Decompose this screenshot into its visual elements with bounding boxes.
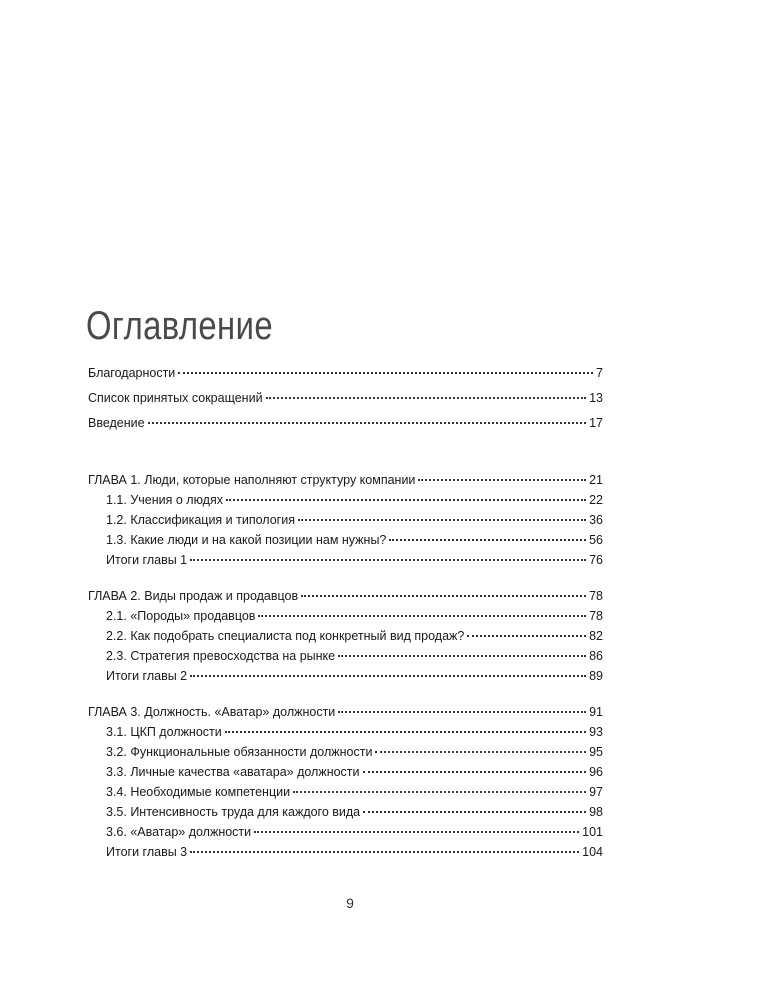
dot-leader bbox=[338, 655, 586, 657]
toc-entry-page: 78 bbox=[589, 589, 603, 603]
toc-entry[interactable] bbox=[88, 386, 603, 411]
toc-entry[interactable] bbox=[88, 550, 603, 570]
toc-entry-label: ГЛАВА 3. Должность. «Аватар» должности bbox=[88, 705, 336, 719]
toc-entry-label: Список принятых сокращений bbox=[88, 391, 263, 405]
toc-entry-label: Введение bbox=[88, 416, 145, 430]
dot-leader bbox=[148, 422, 586, 424]
toc-entry-page: 17 bbox=[589, 416, 603, 430]
dot-leader bbox=[389, 539, 586, 541]
toc-entry[interactable] bbox=[88, 782, 603, 802]
toc-entry-page: 97 bbox=[589, 785, 603, 799]
toc-entry[interactable] bbox=[88, 802, 603, 822]
toc-entry-label: Итоги главы 1 bbox=[106, 553, 188, 567]
dot-leader bbox=[293, 791, 586, 793]
toc-entry-label: 3.2. Функциональные обязанности должности bbox=[106, 745, 373, 759]
toc-entry[interactable] bbox=[88, 762, 603, 782]
dot-leader bbox=[363, 811, 586, 813]
toc-entry-label: Итоги главы 3 bbox=[106, 845, 188, 859]
toc-entry-label: 3.4. Необходимые компетенции bbox=[106, 785, 291, 799]
toc-entry-page: 95 bbox=[589, 745, 603, 759]
toc-entry-label: 3.1. ЦКП должности bbox=[106, 725, 222, 739]
toc-entry[interactable] bbox=[88, 490, 603, 510]
toc-entry[interactable] bbox=[88, 702, 603, 722]
chapter-group bbox=[88, 470, 603, 570]
dot-leader bbox=[190, 559, 586, 561]
toc-entry[interactable] bbox=[88, 510, 603, 530]
dot-leader bbox=[266, 397, 587, 399]
dot-leader bbox=[254, 831, 579, 833]
dot-leader bbox=[298, 519, 586, 521]
toc-entry-page: 86 bbox=[589, 649, 603, 663]
chapter-group bbox=[88, 702, 603, 862]
dot-leader bbox=[418, 479, 586, 481]
dot-leader bbox=[190, 851, 579, 853]
toc-entry-page: 36 bbox=[589, 513, 603, 527]
toc-entry-label: ГЛАВА 2. Виды продаж и продавцов bbox=[88, 589, 299, 603]
dot-leader bbox=[467, 635, 586, 637]
toc-entry-label: 1.2. Классификация и типология bbox=[106, 513, 295, 527]
toc-entry[interactable] bbox=[88, 626, 603, 646]
toc-entry-label: 3.5. Интенсивность труда для каждого вида bbox=[106, 805, 361, 819]
toc-entry[interactable] bbox=[88, 411, 603, 436]
dot-leader bbox=[190, 675, 586, 677]
dot-leader bbox=[301, 595, 586, 597]
chapter-group bbox=[88, 586, 603, 686]
toc-entry[interactable] bbox=[88, 842, 603, 862]
toc-entry-page: 7 bbox=[596, 366, 603, 380]
toc-entry-page: 91 bbox=[589, 705, 603, 719]
toc-entry[interactable] bbox=[88, 586, 603, 606]
toc-entry-page: 13 bbox=[589, 391, 603, 405]
toc-entry-label: 2.2. Как подобрать специалиста под конкретный вид продаж? bbox=[106, 629, 465, 643]
toc-entry[interactable] bbox=[88, 606, 603, 626]
front-matter bbox=[88, 361, 603, 436]
table-of-contents bbox=[88, 361, 603, 862]
toc-entry[interactable] bbox=[88, 742, 603, 762]
toc-entry-page: 89 bbox=[589, 669, 603, 683]
page-number: 9 bbox=[346, 895, 354, 911]
toc-entry-label: Благодарности bbox=[88, 366, 176, 380]
toc-entry[interactable] bbox=[88, 361, 603, 386]
toc-entry[interactable] bbox=[88, 722, 603, 742]
toc-entry[interactable] bbox=[88, 822, 603, 842]
toc-entry-page: 98 bbox=[589, 805, 603, 819]
toc-entry-label: 3.3. Личные качества «аватара» должности bbox=[106, 765, 360, 779]
toc-entry-label: 2.3. Стратегия превосходства на рынке bbox=[106, 649, 336, 663]
toc-entry-page: 104 bbox=[582, 845, 603, 859]
toc-entry[interactable] bbox=[88, 666, 603, 686]
toc-entry-page: 76 bbox=[589, 553, 603, 567]
toc-entry[interactable] bbox=[88, 646, 603, 666]
toc-entry-label: 3.6. «Аватар» должности bbox=[106, 825, 252, 839]
toc-entry-label: 1.1. Учения о людях bbox=[106, 493, 223, 507]
dot-leader bbox=[226, 499, 586, 501]
toc-entry-page: 78 bbox=[589, 609, 603, 623]
toc-entry-page: 21 bbox=[589, 473, 603, 487]
toc-entry-label: Итоги главы 2 bbox=[106, 669, 188, 683]
toc-entry-page: 96 bbox=[589, 765, 603, 779]
page-title: Оглавление bbox=[86, 304, 273, 348]
toc-entry[interactable] bbox=[88, 470, 603, 490]
toc-entry-page: 82 bbox=[589, 629, 603, 643]
dot-leader bbox=[178, 372, 593, 374]
dot-leader bbox=[363, 771, 587, 773]
dot-leader bbox=[375, 751, 586, 753]
dot-leader bbox=[258, 615, 586, 617]
toc-entry-label: ГЛАВА 1. Люди, которые наполняют структуру компании bbox=[88, 473, 416, 487]
toc-entry-label: 2.1. «Породы» продавцов bbox=[106, 609, 256, 623]
dot-leader bbox=[225, 731, 586, 733]
dot-leader bbox=[338, 711, 586, 713]
toc-entry-page: 22 bbox=[589, 493, 603, 507]
toc-entry-page: 56 bbox=[589, 533, 603, 547]
toc-entry-page: 101 bbox=[582, 825, 603, 839]
toc-entry[interactable] bbox=[88, 530, 603, 550]
toc-entry-page: 93 bbox=[589, 725, 603, 739]
toc-entry-label: 1.3. Какие люди и на какой позиции нам нужны? bbox=[106, 533, 387, 547]
